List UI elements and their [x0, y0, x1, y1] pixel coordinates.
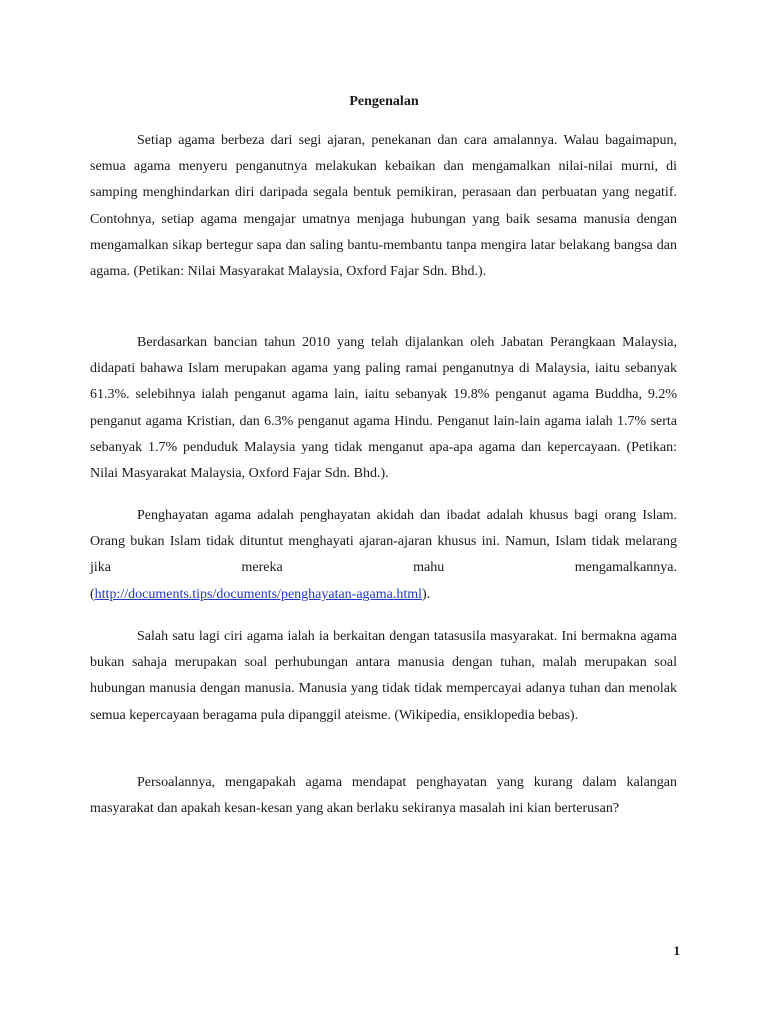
- paragraph-introduction: [90, 128, 677, 285]
- paragraph-1-text: Setiap agama berbeza dari segi ajaran, penekanan dan cara amalannya. Walau bagaimapun, semua agama menyeru penganutnya melakukan kebaikan dan mengamalkan nilai-nilai murni, di samping menghindarkan diri daripada segala bentuk pemikiran, perasaan dan perbuatan yang negatif. Contohnya, setiap agama mengajar umatnya menjaga hubungan yang baik sesama manusia dengan mengamalkan sikap bertegur sapa dan saling bantu-membantu tanpa mengira latar belakang bangsa dan agama. (Petikan: Nilai Masyarakat Malaysia, Oxford Fajar Sdn. Bhd.).: [90, 133, 677, 280]
- reference-link[interactable]: http://documents.tips/documents/penghayatan-agama.html: [94, 587, 423, 602]
- paragraph-ethics: [90, 624, 677, 729]
- paragraph-question: [90, 770, 677, 822]
- paragraph-census: [90, 330, 677, 487]
- paragraph-reference: [90, 582, 677, 608]
- paragraph-5-text: Persoalannya, mengapakah agama mendapat penghayatan yang kurang dalam kalangan masyarakat dan apakah kesan-kesan yang akan berlaku sekiranya masalah ini kian berterusan?: [90, 775, 677, 817]
- paragraph-2-text: Berdasarkan bancian tahun 2010 yang telah dijalankan oleh Jabatan Perangkaan Malaysia, didapati bahawa Islam merupakan agama yang paling ramai penganutnya di Malaysia, iaitu sebanyak 61.3%. selebihnya ialah penganut agama lain, iaitu sebanyak 19.8% penganut agama Buddha, 9.2% penganut agama Kristian, dan 6.3% penganut agama Hindu. Penganut lain-lain agama ialah 1.7% serta sebanyak 1.7% penduduk Malaysia yang tidak menganut apa-apa agama dan kepercayaan. (Petikan: Nilai Masyarakat Malaysia, Oxford Fajar Sdn. Bhd.).: [90, 335, 677, 482]
- paragraph-3-text: Penghayatan agama adalah penghayatan akidah dan ibadat adalah khusus bagi orang Islam. Orang bukan Islam tidak dituntut menghayati ajaran-ajaran khusus ini. Namun, Islam tidak melarang jika mereka mahu mengamalkannya.: [90, 508, 677, 576]
- reference-close-paren: ).: [422, 587, 431, 602]
- paragraph-appreciation: [90, 503, 677, 582]
- reference-open-paren: (: [90, 587, 95, 602]
- page-title: Pengenalan: [349, 94, 419, 109]
- paragraph-4-text: Salah satu lagi ciri agama ialah ia berkaitan dengan tatasusila masyarakat. Ini bermakna agama bukan sahaja merupakan soal perhubungan antara manusia dengan tuhan, malah merupakan soal hubungan manusia dengan manusia. Manusia yang tidak tidak mempercayai adanya tuhan dan menolak semua kepercayaan beragama pula dipanggil ateisme. (Wikipedia, ensiklopedia bebas).: [90, 629, 677, 723]
- page-number: 1: [673, 943, 680, 958]
